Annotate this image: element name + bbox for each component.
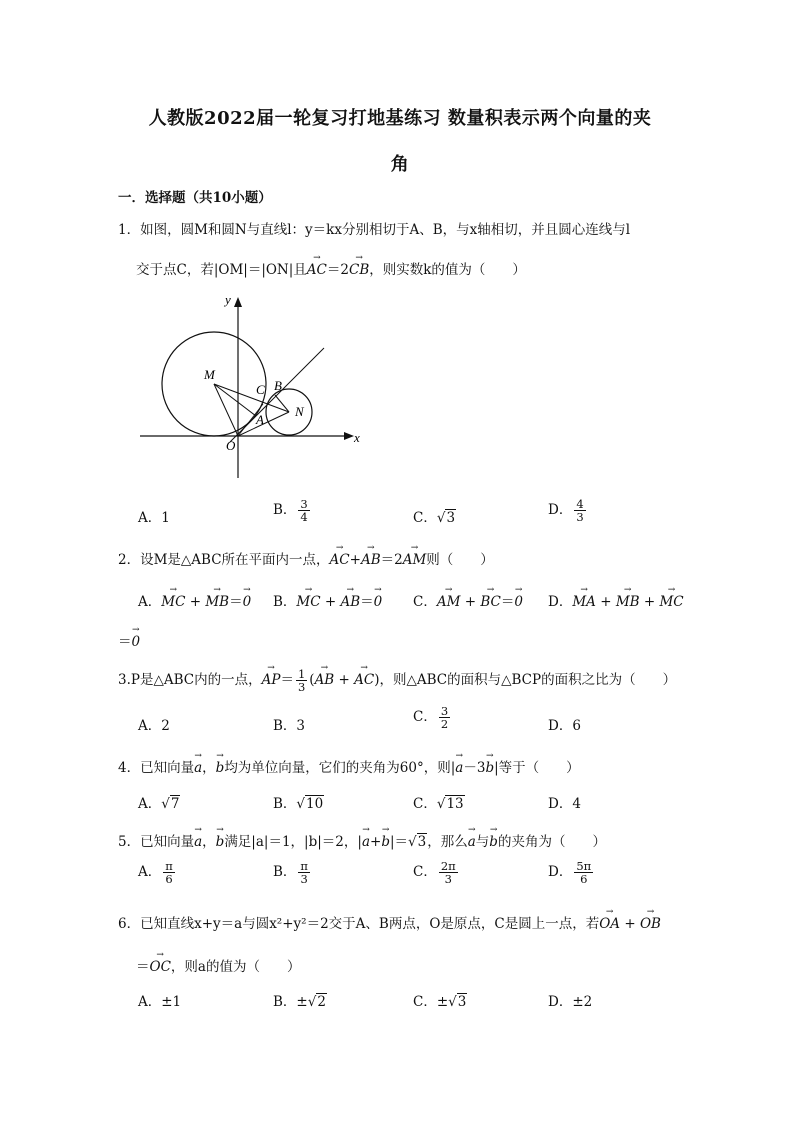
q4-option-c[interactable] (413, 792, 465, 812)
q3-text: 3.P是△ABC内的一点， (118, 672, 262, 688)
numerator: 5π (576, 859, 592, 873)
vector: → a (194, 834, 202, 850)
q1-text: ，则实数k的值为（ ） (369, 262, 526, 278)
q1-option-a[interactable]: A．1 (138, 510, 170, 526)
vector: → MA (572, 594, 596, 610)
q3-option-c[interactable] (413, 705, 452, 730)
denominator: 6 (580, 872, 588, 886)
vector: → a (362, 834, 370, 850)
vector: → AB (361, 552, 381, 568)
operator: + (643, 594, 656, 610)
q6-option-a[interactable]: A．±1 (138, 994, 182, 1010)
vector: → a (455, 760, 463, 776)
q3-stem (118, 668, 676, 693)
q5-stem (118, 830, 606, 850)
operator: + (370, 834, 382, 850)
label-c: C (256, 382, 265, 397)
option-label: C． (413, 510, 437, 526)
q6-option-b[interactable] (273, 990, 327, 1010)
label-a: A (256, 412, 264, 427)
denominator: 3 (300, 872, 308, 886)
q4-option-b[interactable] (273, 792, 324, 812)
q5-option-c[interactable] (413, 860, 460, 885)
option-label: C． (413, 594, 437, 610)
sqrt: √10 (296, 796, 324, 812)
q4-text: 4．已知向量 (118, 760, 195, 776)
label-y: y (225, 292, 231, 307)
option-label: C． (413, 709, 437, 725)
q1-stem-line2 (136, 258, 526, 278)
sqrt: √3 (436, 510, 456, 526)
denominator: 6 (165, 872, 173, 886)
radicand: 7 (170, 796, 180, 812)
q5-option-d[interactable] (548, 860, 595, 885)
vector: → AB (340, 594, 360, 610)
fraction (574, 860, 593, 885)
vector: → b (381, 834, 390, 850)
q2-option-c[interactable] (413, 590, 523, 610)
label-m: M (204, 367, 215, 382)
q2-text: 则（ ） (426, 552, 494, 568)
radicand: 3 (457, 994, 467, 1010)
q6-stem-line1 (118, 912, 661, 932)
vector: → a (194, 760, 202, 776)
q1-text: ＝2 (326, 262, 349, 278)
fraction (163, 860, 175, 885)
q3-option-d[interactable]: D．6 (548, 718, 581, 734)
numerator: 3 (440, 704, 449, 718)
vector: → AB (315, 672, 335, 688)
vector: → MB (616, 594, 640, 610)
vector: → a (468, 834, 476, 850)
q4-text: 均为单位向量，它们的夹角为60°，则| (224, 760, 456, 776)
numerator: 2π (440, 859, 456, 873)
operator: －3 (463, 760, 486, 776)
vector: → MC (659, 594, 683, 610)
q1-option-c[interactable] (413, 506, 456, 526)
section-heading: 一．选择题（共10小题） (118, 190, 272, 206)
vector: → AM (403, 552, 427, 568)
option-label: D． (548, 594, 573, 610)
q6-option-c[interactable] (413, 990, 467, 1010)
q5-option-a[interactable] (138, 860, 177, 885)
vector: → 0 (514, 594, 523, 610)
denominator: 4 (300, 510, 308, 524)
numerator: 4 (576, 497, 584, 511)
operator: + (349, 552, 361, 568)
option-label: B．± (273, 994, 308, 1010)
q1-stem-line1: 1．如图，圆M和圆N与直线l：y＝kx分别相切于A、B，与x轴相切，并且圆心连线与l (118, 222, 631, 238)
q5-text: |＝ (389, 834, 409, 850)
vector: → b (216, 760, 225, 776)
option-label: A． (138, 796, 162, 812)
option-label: C． (413, 864, 437, 880)
numerator: π (165, 859, 173, 873)
q4-stem (118, 756, 580, 776)
vector: → AM (437, 594, 461, 610)
q1-option-b[interactable] (273, 498, 312, 523)
q5-text: ， (202, 834, 216, 850)
vector: → AC (354, 672, 374, 688)
sqrt: √13 (436, 796, 464, 812)
q2-option-b[interactable] (273, 590, 382, 610)
vector: → MB (205, 594, 229, 610)
page-title-line1: 人教版2022届一轮复习打地基练习 数量积表示两个向量的夹 (148, 108, 652, 129)
vector: → b (216, 834, 225, 850)
sqrt: √3 (448, 994, 467, 1010)
vector: → AP (262, 672, 281, 688)
label-b: B (274, 378, 282, 393)
vector-ac: → AC (307, 262, 327, 278)
sqrt: √2 (307, 994, 326, 1010)
q1-option-d[interactable] (548, 498, 588, 523)
numerator: 1 (297, 667, 306, 681)
operator: ＝ (136, 959, 150, 975)
q5-text: 满足|a|＝1，|b|＝2，| (224, 834, 362, 850)
operator: ＝ (500, 594, 515, 610)
q5-text: 与 (475, 834, 490, 850)
q1-figure (138, 292, 368, 486)
q2-option-d[interactable] (548, 590, 684, 610)
denominator: 3 (297, 680, 306, 694)
option-label: C． (413, 796, 437, 812)
denominator: 3 (444, 872, 452, 886)
operator: ＝ (280, 672, 294, 688)
operator: + (464, 594, 477, 610)
operator: ＝ (118, 634, 132, 650)
q6-option-d[interactable]: D．±2 (548, 994, 593, 1010)
vector: → MC (161, 594, 185, 610)
q4-text: |等于（ ） (494, 760, 580, 776)
vector: → 0 (132, 634, 141, 650)
q2-stem (118, 548, 494, 568)
radicand: 3 (446, 510, 456, 526)
sqrt: √7 (161, 796, 180, 812)
option-label: A． (138, 864, 162, 880)
label-o: O (226, 438, 236, 453)
q5-text: 5．已知向量 (118, 834, 195, 850)
label-x: x (354, 430, 360, 445)
vector: → b (485, 760, 494, 776)
option-label: B． (273, 594, 297, 610)
fraction (439, 705, 450, 730)
fraction (296, 668, 307, 693)
vector: → 0 (243, 594, 252, 610)
option-label: C．± (413, 994, 449, 1010)
q4-text: ， (202, 760, 216, 776)
q5-option-b[interactable] (273, 860, 312, 885)
numerator: 3 (300, 497, 308, 511)
radicand: 13 (446, 796, 464, 812)
radicand: 10 (306, 796, 324, 812)
q6-text: ，则a的值为（ ） (170, 959, 301, 975)
vector: → MC (296, 594, 320, 610)
option-label: A． (138, 594, 162, 610)
vector: → OA (599, 916, 620, 932)
operator: + (338, 672, 350, 688)
circles-tangent-diagram (138, 292, 368, 482)
operator: + (189, 594, 202, 610)
vector: → 0 (374, 594, 383, 610)
q4-option-d[interactable]: D．4 (548, 796, 581, 812)
q4-option-a[interactable] (138, 792, 180, 812)
fraction (439, 860, 458, 885)
q3-option-a[interactable]: A．2 (138, 718, 170, 734)
operator: ＝ (229, 594, 243, 610)
option-label: D． (548, 502, 573, 518)
option-label: B． (273, 796, 297, 812)
vector-cb: → CB (349, 262, 369, 278)
denominator: 2 (440, 717, 449, 731)
vector: → BC (480, 594, 501, 610)
operator: + (324, 594, 337, 610)
option-label: B． (273, 502, 297, 518)
fraction (298, 498, 309, 523)
q2-text: 2．设M是△ABC所在平面内一点， (118, 552, 330, 568)
operator: + (600, 594, 612, 610)
q5-text: ，那么 (427, 834, 468, 850)
fraction (574, 498, 585, 523)
vector: → AC (330, 552, 350, 568)
q5-text: 的夹角为（ ） (497, 834, 606, 850)
vector: → OC (150, 959, 171, 975)
option-label: B． (273, 864, 297, 880)
vector: → OB (640, 916, 661, 932)
numerator: π (300, 859, 308, 873)
operator: ＝2 (380, 552, 403, 568)
fraction (298, 860, 310, 885)
sqrt: √3 (408, 834, 427, 850)
radicand: 3 (417, 834, 427, 850)
q3-text: )，则△ABC的面积与△BCP的面积之比为（ ） (374, 672, 677, 688)
q2-option-a[interactable] (138, 590, 251, 610)
operator: + (624, 916, 636, 932)
label-n: N (295, 404, 304, 419)
q6-stem-line2 (136, 955, 300, 975)
q2-option-d-continued (118, 630, 140, 650)
q1-text: 交于点C，若|OM|＝|ON|且 (136, 262, 307, 278)
q3-option-b[interactable]: B．3 (273, 718, 306, 734)
option-label: D． (548, 864, 573, 880)
operator: ＝ (360, 594, 374, 610)
vector: → b (489, 834, 498, 850)
q6-text: 6．已知直线x+y＝a与圆x²+y²＝2交于A、B两点，O是原点，C是圆上一点，若 (118, 916, 600, 932)
denominator: 3 (576, 510, 584, 524)
page-title-line2: 角 (390, 154, 410, 175)
radicand: 2 (317, 994, 326, 1010)
paren: ( (309, 672, 315, 688)
